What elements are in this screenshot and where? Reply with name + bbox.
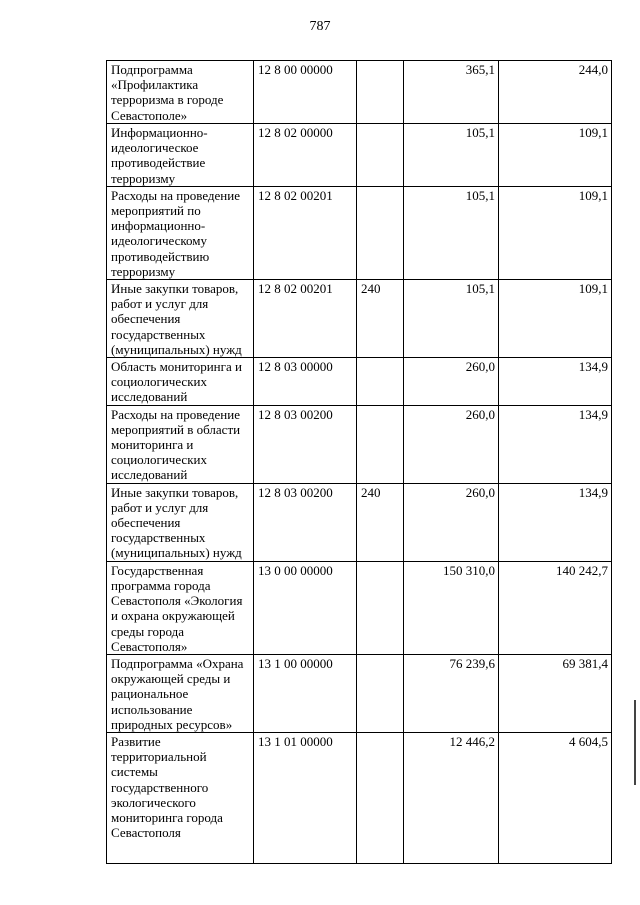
- table-row: [107, 732, 612, 863]
- scan-edge-mark: [634, 700, 636, 785]
- row-amount-year1: 260,0: [404, 358, 499, 406]
- row-amount-year1: 260,0: [404, 405, 499, 483]
- row-expense-type: [357, 358, 404, 406]
- row-amount-year2: 134,9: [499, 483, 612, 561]
- row-amount-year2: 134,9: [499, 405, 612, 483]
- row-name: Подпрограмма «Профилактика терроризма в городе Севастополе»: [107, 61, 254, 124]
- row-code: 12 8 02 00201: [254, 186, 357, 279]
- row-expense-type: [357, 186, 404, 279]
- table-row: [107, 483, 612, 561]
- row-amount-year2: 244,0: [499, 61, 612, 124]
- row-name: Область мониторинга и социологических исследований: [107, 358, 254, 406]
- table-row: [107, 124, 612, 187]
- row-amount-year1: 12 446,2: [404, 732, 499, 863]
- row-code: 12 8 03 00200: [254, 405, 357, 483]
- table-row: [107, 561, 612, 654]
- row-expense-type: 240: [357, 483, 404, 561]
- row-name: Расходы на проведение мероприятий в области мониторинга и социологических исследований: [107, 405, 254, 483]
- table-row: [107, 280, 612, 358]
- row-amount-year2: 134,9: [499, 358, 612, 406]
- table-row: [107, 405, 612, 483]
- row-code: 13 1 00 00000: [254, 654, 357, 732]
- budget-table: [106, 60, 612, 864]
- row-code: 12 8 03 00000: [254, 358, 357, 406]
- row-name: Подпрограмма «Охрана окружающей среды и рациональное использование природных ресурсов»: [107, 654, 254, 732]
- row-amount-year2: 109,1: [499, 186, 612, 279]
- page-number: 787: [309, 19, 331, 34]
- row-expense-type: [357, 654, 404, 732]
- table-row: [107, 186, 612, 279]
- row-amount-year2: 109,1: [499, 124, 612, 187]
- row-amount-year2: 140 242,7: [499, 561, 612, 654]
- row-amount-year1: 76 239,6: [404, 654, 499, 732]
- row-code: 12 8 03 00200: [254, 483, 357, 561]
- row-code: 13 1 01 00000: [254, 732, 357, 863]
- row-name: Развитие территориальной системы государственного экологического мониторинга города Севастополя: [107, 732, 254, 863]
- table-row: [107, 358, 612, 406]
- row-amount-year1: 150 310,0: [404, 561, 499, 654]
- row-expense-type: 240: [357, 280, 404, 358]
- row-expense-type: [357, 61, 404, 124]
- table-row: [107, 654, 612, 732]
- row-amount-year1: 105,1: [404, 280, 499, 358]
- row-code: 12 8 00 00000: [254, 61, 357, 124]
- row-amount-year1: 365,1: [404, 61, 499, 124]
- row-amount-year2: 109,1: [499, 280, 612, 358]
- row-amount-year1: 260,0: [404, 483, 499, 561]
- table-row: [107, 61, 612, 124]
- row-expense-type: [357, 405, 404, 483]
- row-expense-type: [357, 124, 404, 187]
- row-code: 12 8 02 00000: [254, 124, 357, 187]
- row-expense-type: [357, 561, 404, 654]
- row-code: 12 8 02 00201: [254, 280, 357, 358]
- row-name: Информационно-идеологическое противодействие терроризму: [107, 124, 254, 187]
- row-name: Иные закупки товаров, работ и услуг для обеспечения государственных (муниципальных) нужд: [107, 280, 254, 358]
- row-amount-year1: 105,1: [404, 124, 499, 187]
- row-name: Расходы на проведение мероприятий по информационно-идеологическому противодействию терроризму: [107, 186, 254, 279]
- row-expense-type: [357, 732, 404, 863]
- row-name: Государственная программа города Севастополя «Экология и охрана окружающей среды города Севастополя»: [107, 561, 254, 654]
- row-amount-year2: 69 381,4: [499, 654, 612, 732]
- row-name: Иные закупки товаров, работ и услуг для обеспечения государственных (муниципальных) нужд: [107, 483, 254, 561]
- row-amount-year2: 4 604,5: [499, 732, 612, 863]
- row-code: 13 0 00 00000: [254, 561, 357, 654]
- row-amount-year1: 105,1: [404, 186, 499, 279]
